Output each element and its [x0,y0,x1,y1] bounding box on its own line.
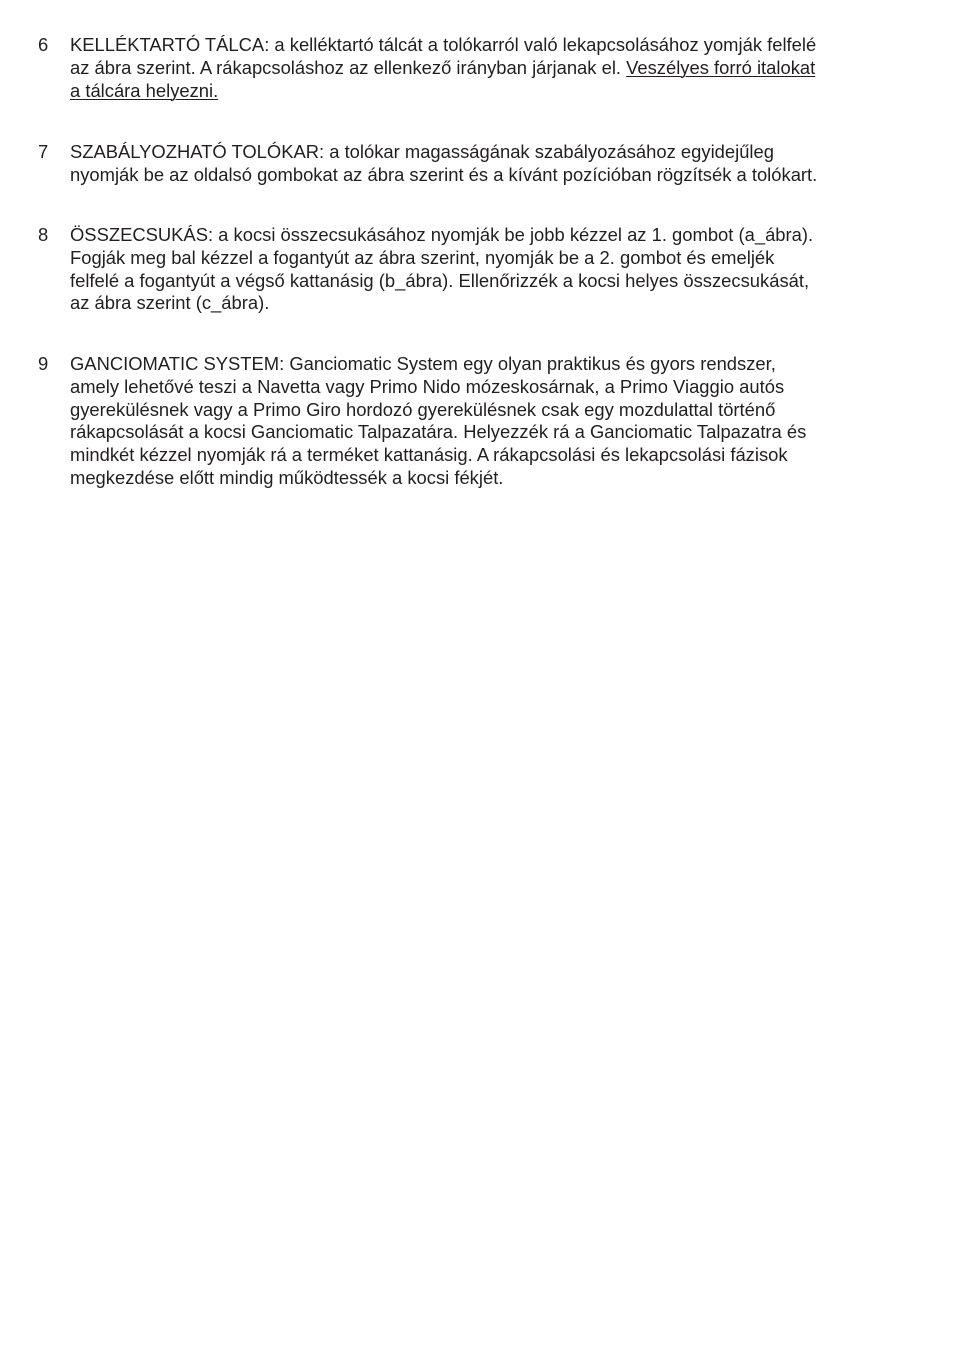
text-line: amely lehetővé teszi a Navetta vagy Primo Nido mózeskosárnak, a Primo Viaggio autós [70,375,785,397]
text-line: ÖSSZECSUKÁS: a kocsi összecsukásához nyomják be jobb kézzel az 1. gombot (a_ábra). [70,224,814,245]
text-line: mindkét kézzel nyomják rá a terméket kattanásig. A rákapcsolási és lekapcsolási fázisok [70,444,788,466]
item-text [70,34,928,102]
warning-underlined-text: a tálcára helyezni. [70,79,219,101]
text-segment: az ábra szerint. A rákapcsoláshoz az ellenkező irányban járjanak el. [70,56,627,78]
list-item [38,353,928,490]
list-item [38,34,928,102]
text-line: Fogják meg bal kézzel a fogantyút az ábra szerint, nyomják be a 2. gombot és emeljék [70,246,775,268]
item-text [70,141,928,187]
text-line: SZABÁLYOZHATÓ TOLÓKAR: a tolókar magasságának szabályozásához egyidejűleg [70,141,774,162]
item-number: 7 [38,141,49,162]
item-number: 6 [38,34,49,55]
text-line: felfelé a fogantyút a végső kattanásig (b_ábra). Ellenőrizzék a kocsi helyes összecsukását, [70,269,810,291]
text-line: nyomják be az oldalsó gombokat az ábra szerint és a kívánt pozícióban rögzítsék a tolókart. [70,163,818,185]
item-text [70,353,928,490]
text-line: megkezdése előtt mindig működtessék a kocsi fékjét. [70,466,504,488]
item-number: 9 [38,353,49,374]
list-item [38,224,928,315]
warning-underlined-text: Veszélyes forró italokat [626,56,816,78]
list-item [38,141,928,187]
item-text [70,224,928,315]
text-line [70,57,928,80]
text-line: GANCIOMATIC SYSTEM: Ganciomatic System egy olyan praktikus és gyors rendszer, [70,353,776,374]
item-number: 8 [38,224,49,245]
text-line: gyerekülésnek vagy a Primo Giro hordozó gyerekülésnek csak egy mozdulattal történő [70,398,776,420]
text-line: rákapcsolását a kocsi Ganciomatic Talpazatára. Helyezzék rá a Ganciomatic Talpazatra és [70,421,807,443]
text-line: KELLÉKTARTÓ TÁLCA: a kelléktartó tálcát a tolókarról való lekapcsolásához yomják felfelé [70,34,817,55]
text-line: az ábra szerint (c_ábra). [70,292,270,314]
